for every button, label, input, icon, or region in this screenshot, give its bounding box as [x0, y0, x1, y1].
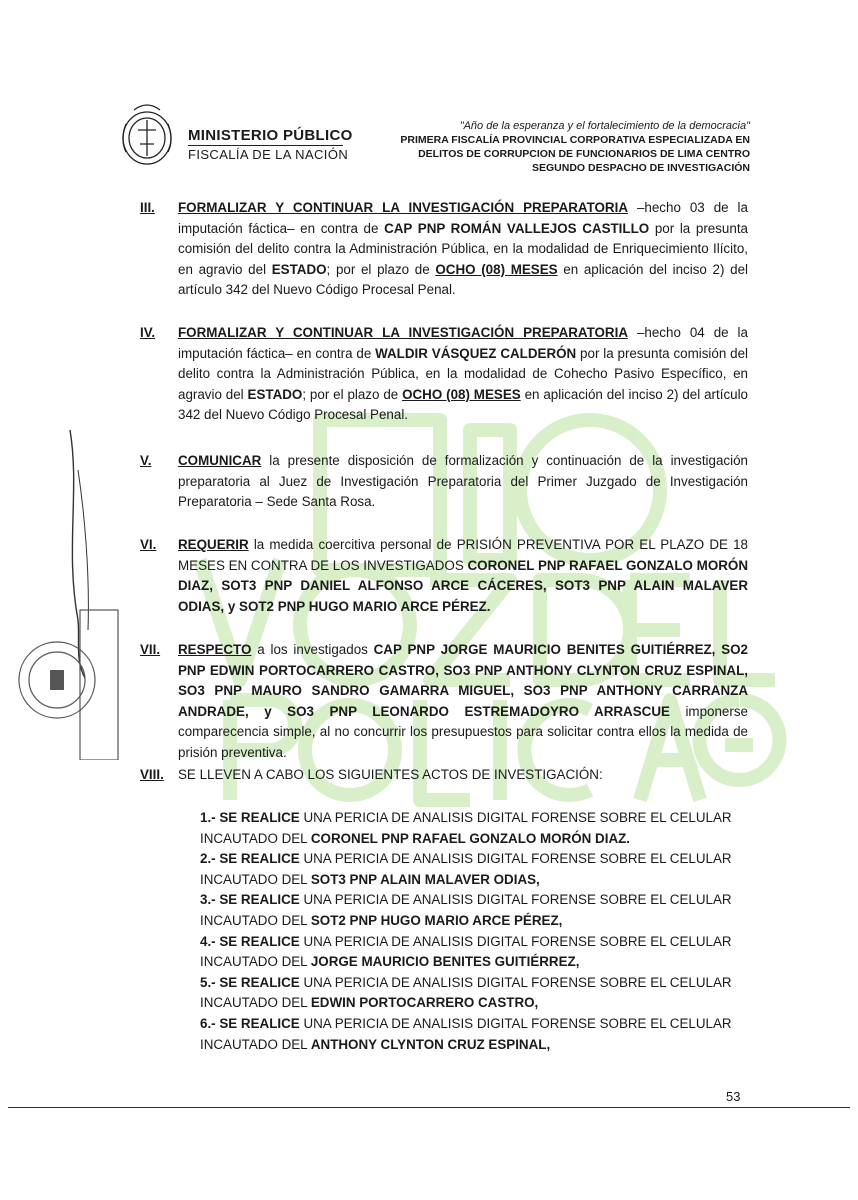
- office-line-2: DELITOS DE CORRUPCION DE FUNCIONARIOS DE LIMA CENTRO: [418, 148, 750, 160]
- office-line-3: SEGUNDO DESPACHO DE INVESTIGACIÓN: [532, 162, 750, 174]
- item-number: III.: [140, 200, 155, 215]
- page-number: 53: [726, 1089, 741, 1104]
- item-number: VI.: [140, 537, 157, 552]
- item-number: V.: [140, 453, 152, 468]
- item-text-segment: –hecho 04 de la imputación fáctica– en contra de: [178, 325, 748, 361]
- item-viii: [140, 765, 748, 786]
- item-text-segment: por la presunta comisión del delito contra la Administración Pública, en la modalidad de Cohecho Pasivo Específico, en agravio del: [178, 345, 749, 402]
- item-text: [178, 323, 748, 426]
- item-text-segment: imponerse comparecencia simple, al no concurrir los presupuestos para solicitar contra ellos la medida de prisión preventiva.: [178, 703, 748, 760]
- fiscalia-name: FISCALÍA DE LA NACIÓN: [188, 147, 349, 162]
- item-text: [178, 451, 748, 513]
- fiscal-stamp: [12, 600, 122, 760]
- item-text-segment: CAP PNP ROMÁN VALLEJOS CASTILLO: [384, 220, 650, 236]
- footer-rule: [8, 1107, 850, 1108]
- item-text-segment: ESTADO: [271, 261, 327, 277]
- item-text: [178, 640, 748, 764]
- item-text-segment: FORMALIZAR Y CONTINUAR LA INVESTIGACIÓN PREPARATORIA: [178, 325, 628, 340]
- item-vi: [140, 535, 748, 617]
- ministerio-publico-seal-icon: [118, 102, 176, 168]
- item-number: VII.: [140, 642, 161, 657]
- item-iv: [140, 323, 748, 426]
- ministry-name: MINISTERIO PÚBLICO: [188, 127, 353, 144]
- item-text-segment: ; por el plazo de: [302, 386, 403, 402]
- item-text: [178, 535, 748, 617]
- item-number: VIII.: [140, 767, 164, 782]
- office-header: [330, 119, 750, 175]
- item-text-segment: REQUERIR: [178, 537, 249, 552]
- item-text-segment: la presente disposición de formalización y continuación de la investigación preparatoria al Juez de Investigación Preparatoria del Primer Juzgado de Investigación Preparatoria – Sede Santa Rosa.: [178, 453, 748, 510]
- item-text-segment: COMUNICAR: [178, 453, 262, 468]
- item-text-segment: ; por el plazo de: [326, 261, 436, 277]
- item-iii: [140, 198, 748, 301]
- list-item: 3.- SE REALICE UNA PERICIA DE ANALISIS DIGITAL FORENSE SOBRE EL CELULAR INCAUTADO DEL SOT2 PNP HUGO MARIO ARCE PÉREZ,: [200, 892, 732, 928]
- item-text-segment: OCHO (08) MESES: [435, 261, 558, 277]
- ministry-block: [188, 128, 353, 162]
- item-text-segment: FORMALIZAR Y CONTINUAR LA INVESTIGACIÓN PREPARATORIA: [178, 200, 628, 215]
- item-number: IV.: [140, 325, 156, 340]
- list-item: 2.- SE REALICE UNA PERICIA DE ANALISIS DIGITAL FORENSE SOBRE EL CELULAR INCAUTADO DEL SOT3 PNP ALAIN MALAVER ODIAS,: [200, 851, 732, 887]
- item-text-segment: ESTADO: [247, 386, 303, 402]
- item-v: [140, 451, 748, 513]
- list-item: 5.- SE REALICE UNA PERICIA DE ANALISIS DIGITAL FORENSE SOBRE EL CELULAR INCAUTADO DEL EDWIN PORTOCARRERO CASTRO,: [200, 974, 732, 1011]
- office-line-1: PRIMERA FISCALÍA PROVINCIAL CORPORATIVA ESPECIALIZADA EN: [400, 134, 750, 146]
- item-vii: [140, 640, 748, 764]
- list-item: 1.- SE REALICE UNA PERICIA DE ANALISIS DIGITAL FORENSE SOBRE EL CELULAR INCAUTADO DEL CORONEL PNP RAFAEL GONZALO MORÓN DIAZ.: [200, 810, 732, 846]
- item-text-segment: RESPECTO: [178, 642, 252, 657]
- item-text-segment: en aplicación del inciso 2) del artículo 342 del Nuevo Código Procesal Penal.: [178, 386, 749, 423]
- list-item: 6.- SE REALICE UNA PERICIA DE ANALISIS DIGITAL FORENSE SOBRE EL CELULAR INCAUTADO DEL ANTHONY CLYNTON CRUZ ESPINAL,: [200, 1015, 732, 1052]
- item-text-segment: WALDIR VÁSQUEZ CALDERÓN: [375, 345, 577, 361]
- item-text-segment: OCHO (08) MESES: [402, 386, 521, 402]
- item-text-segment: CORONEL PNP RAFAEL GONZALO MORÓN DIAZ, SOT3 PNP DANIEL ALFONSO ARCE CÁCERES, SOT3 PNP ALAIN MALAVER ODIAS, y SOT2 PNP HUGO MARIO ARCE PÉREZ.: [178, 557, 749, 614]
- item-text-segment: –hecho 03 de la imputación fáctica– en contra de: [178, 200, 748, 236]
- item-text: [178, 198, 748, 301]
- item-text-segment: SE LLEVEN A CABO LOS SIGUIENTES ACTOS DE INVESTIGACIÓN:: [178, 767, 603, 782]
- item-text-segment: la medida coercitiva personal de PRISIÓN PREVENTIVA POR EL PLAZO DE 18 MESES EN CONTRA DE LOS INVESTIGADOS: [178, 537, 748, 573]
- year-motto: "Año de la esperanza y el fortalecimiento de la democracia": [459, 120, 750, 132]
- item-text-segment: a los investigados: [251, 642, 374, 657]
- list-item: 4.- SE REALICE UNA PERICIA DE ANALISIS DIGITAL FORENSE SOBRE EL CELULAR INCAUTADO DEL JORGE MAURICIO BENITES GUITIÉRREZ,: [200, 933, 732, 970]
- item-text-segment: por la presunta comisión del delito contra la Administración Pública, en la modalidad de Enriquecimiento Ilícito, en agravio del: [178, 220, 748, 277]
- ministry-divider: [188, 145, 343, 146]
- item-text: [178, 765, 748, 786]
- investigation-acts-list: [200, 808, 755, 1055]
- item-text-segment: en aplicación del inciso 2) del artículo 342 del Nuevo Código Procesal Penal.: [178, 261, 749, 298]
- item-text-segment: CAP PNP JORGE MAURICIO BENITES GUITIÉRREZ, SO2 PNP EDWIN PORTOCARRERO CASTRO, SO3 PNP ANTHONY CLYNTON CRUZ ESPINAL, SO3 PNP MAURO SANDRO GAMARRA MIGUEL, SO3 PNP ANTHONY CARRANZA ANDRADE, y SO3 PNP LEONARDO ESTREMADOYRO ARRASCUE: [178, 642, 748, 719]
